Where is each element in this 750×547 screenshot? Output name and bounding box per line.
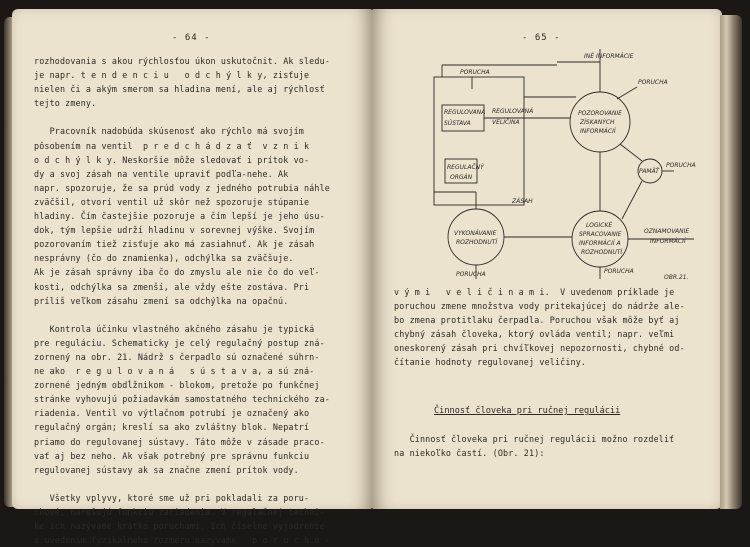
text-line: chové, narušujú funkciu zariadenia. V regulačnej techni- bbox=[34, 507, 325, 517]
label-pamat: PAMÄŤ bbox=[639, 168, 659, 175]
text-line: nesprávny (čo do znamienka), odchýlka sa zväčšuje. bbox=[34, 253, 294, 264]
figure-21-diagram bbox=[412, 47, 712, 282]
label-oznamovanie-2: INFORMÁCIÍ bbox=[650, 238, 686, 245]
logic-circle bbox=[572, 211, 628, 267]
text-line: ke ich nazývame krátko poruchami. Ich číselné vyjadrenie bbox=[34, 521, 325, 532]
text-line: Ak je zásah správny iba čo do zmyslu ale nie čo do veľ- bbox=[34, 267, 320, 278]
text-line: riadenia. Ventil vo výtlačnom potrubí je označený ako bbox=[34, 408, 310, 419]
label-regulacny-organ-2: ORGÁN bbox=[450, 174, 473, 181]
page-number-65: - 65 - bbox=[522, 33, 561, 43]
text-line: regulačný orgán; kreslí sa ako zvláštny blok. Nepatrí bbox=[34, 422, 310, 433]
text-line: poruchou zmene množstva vody pritekajúcej do nádrže ale- bbox=[394, 301, 685, 312]
figure-labels bbox=[444, 52, 696, 281]
label-pozorovanie-2: ZÍSKANÝCH bbox=[580, 119, 615, 126]
text-line: oneskorený zásah pri chvíľkovej nepozornosti, chybné od- bbox=[394, 343, 685, 354]
text-line: rozhodovania s akou rýchlosťou úkon uskutočnit. Ak sledu- bbox=[34, 56, 330, 66]
text-line: vať aj bez neho. Ak však potrebný pre správnu funkciu bbox=[34, 450, 310, 461]
label-regulovana-sustava-2: SÚSTAVA bbox=[444, 120, 471, 127]
text-line: je napr. t e n d e n c i u o d c h ý l k y, zisťuje bbox=[34, 70, 310, 81]
label-porucha-bottom-right: PORUCHA bbox=[604, 268, 634, 275]
label-zasah: ZÁSAH bbox=[512, 198, 533, 205]
text-line: zväčšil, otvorí ventil už skôr než spozoruje stúpanie bbox=[34, 196, 310, 207]
text-line: priamo do regulovanej sústavy. Táto môže v zásade praco- bbox=[34, 436, 325, 447]
text-line: regulovanej sústavy ak sa značne zmení prítok vody. bbox=[34, 464, 299, 475]
text-line: zornené jedným obdĺžnikom - blokom, pretože po funkčnej bbox=[34, 380, 320, 391]
text-line bbox=[34, 110, 330, 124]
text-line: Pracovník nadobúda skúsenosť ako rýchlo má svojím bbox=[34, 126, 304, 137]
left-page bbox=[12, 9, 372, 546]
text-line: dy a svoj zásah na ventile upraviť podľa-nehe. Ak bbox=[34, 168, 289, 179]
label-logicke-4: ROZHODNUTÍ bbox=[581, 249, 623, 256]
label-regulovana-velicina-1: REGULOVANÁ bbox=[492, 108, 534, 115]
text-line: dok, tým lepšie udrží hladinu v sorevnej výške. Svojím bbox=[34, 225, 315, 236]
text-line: príliš veľkom zásahu zmení sa odchýlka na opačnú. bbox=[34, 295, 289, 306]
text-line: pozorovaním tiež zisťuje ako má zasiahnuť. Ak je zásah bbox=[34, 239, 315, 250]
text-line: hladiny. Čím častejšie pozoruje a čím lepší je jeho úsu- bbox=[34, 211, 325, 222]
section-heading: Činnosť človeka pri ručnej regulácii bbox=[434, 406, 621, 416]
text-line: nielen či a akým smerom sa hladina mení, ale aj rýchlosť bbox=[34, 84, 325, 95]
text-line: zornený na obr. 21. Nádrž s čerpadlo sú označené súhrn- bbox=[34, 351, 320, 362]
text-line: kosti, odchýlka sa zmenší, ale vždy ešte zostáva. Pri bbox=[34, 281, 310, 292]
text-line: Kontrola účinku vlastného akčného zásahu je typická bbox=[34, 323, 315, 334]
left-page-body-text bbox=[34, 54, 330, 547]
right-page bbox=[372, 9, 722, 509]
regulation-loop-frame bbox=[434, 77, 524, 205]
text-line: chybný zásah človeka, ktorý ovláda ventil; napr. veľmi bbox=[394, 329, 675, 340]
figure-caption: OBR.21. bbox=[664, 274, 689, 281]
text-line: čítanie hodnoty regulovanej veličiny. bbox=[394, 357, 587, 368]
label-porucha-pamat: PORUCHA bbox=[666, 162, 696, 169]
text-line: Činnosť človeka pri ručnej regulácii možno rozdeliť bbox=[394, 434, 675, 444]
label-ine-informacie: INÉ INFORMÁCIE bbox=[584, 53, 634, 60]
page-number-64: - 64 - bbox=[172, 33, 211, 43]
text-line: v ý m i v e l i č i n a m i. V uvedenom príklade je bbox=[394, 287, 675, 297]
label-vykonavanie-1: VYKONÁVANIE bbox=[454, 230, 497, 237]
open-book bbox=[4, 3, 746, 546]
text-line: tejto zmeny. bbox=[34, 98, 97, 109]
label-porucha-right: PORUCHA bbox=[638, 79, 668, 86]
text-line: stránke vyhovujú požiadavkám samostatného technického za- bbox=[34, 394, 330, 405]
label-oznamovanie-1: OZNAMOVANIE bbox=[644, 228, 690, 235]
label-vykonavanie-2: ROZHODNUTÍ bbox=[456, 239, 498, 246]
text-line: na niekoľko častí. (Obr. 21): bbox=[394, 448, 545, 459]
label-porucha-bottom-left: PORUCHA bbox=[456, 271, 486, 278]
text-line: s uvedením fyzikálneho rozmeru nazývame p o r u c h o - bbox=[34, 535, 330, 546]
label-logicke-2: SPRACOVANIE bbox=[579, 231, 622, 238]
text-line: Všetky vplyvy, ktoré sme už pri pokladali za poru- bbox=[34, 492, 310, 503]
text-line: o d c h ý l k y. Neskoršie môže sledovať i prítok vo- bbox=[34, 154, 310, 165]
text-line: ne ako r e g u l o v a n á s ú s t a v a, a sú zná- bbox=[34, 366, 315, 377]
label-logicke-1: LOGICKÉ bbox=[586, 222, 613, 229]
book-edge-right bbox=[720, 15, 742, 509]
label-pozorovanie-1: POZOROVANIE bbox=[578, 110, 622, 117]
label-regulovana-sustava-1: REGULOVANÁ bbox=[444, 109, 486, 116]
right-page-closing-text bbox=[394, 432, 674, 460]
label-logicke-3: INFORMÁCIÍ A bbox=[579, 240, 621, 247]
text-line: bo zmena protitlaku čerpadla. Poruchou však môže byť aj bbox=[394, 315, 680, 326]
text-line bbox=[34, 477, 330, 491]
text-line: pre reguláciu. Schematicky je celý regulačný postup zná- bbox=[34, 337, 325, 348]
label-regulacny-organ-1: REGULAČNÝ bbox=[447, 164, 484, 171]
text-line bbox=[34, 308, 330, 322]
right-page-body-text bbox=[394, 285, 685, 370]
execution-circle bbox=[448, 209, 504, 265]
label-regulovana-velicina-2: VELIČINA bbox=[492, 119, 520, 126]
label-pozorovanie-3: INFORMÁCIÍ bbox=[580, 128, 616, 135]
text-line: pôsobením na ventil p r e d c h á d z a ť v z n i k bbox=[34, 140, 310, 151]
text-line: napr. spozoruje, že sa prúd vody z jedného potrubia náhle bbox=[34, 182, 330, 193]
label-porucha-top: PORUCHA bbox=[460, 69, 490, 76]
